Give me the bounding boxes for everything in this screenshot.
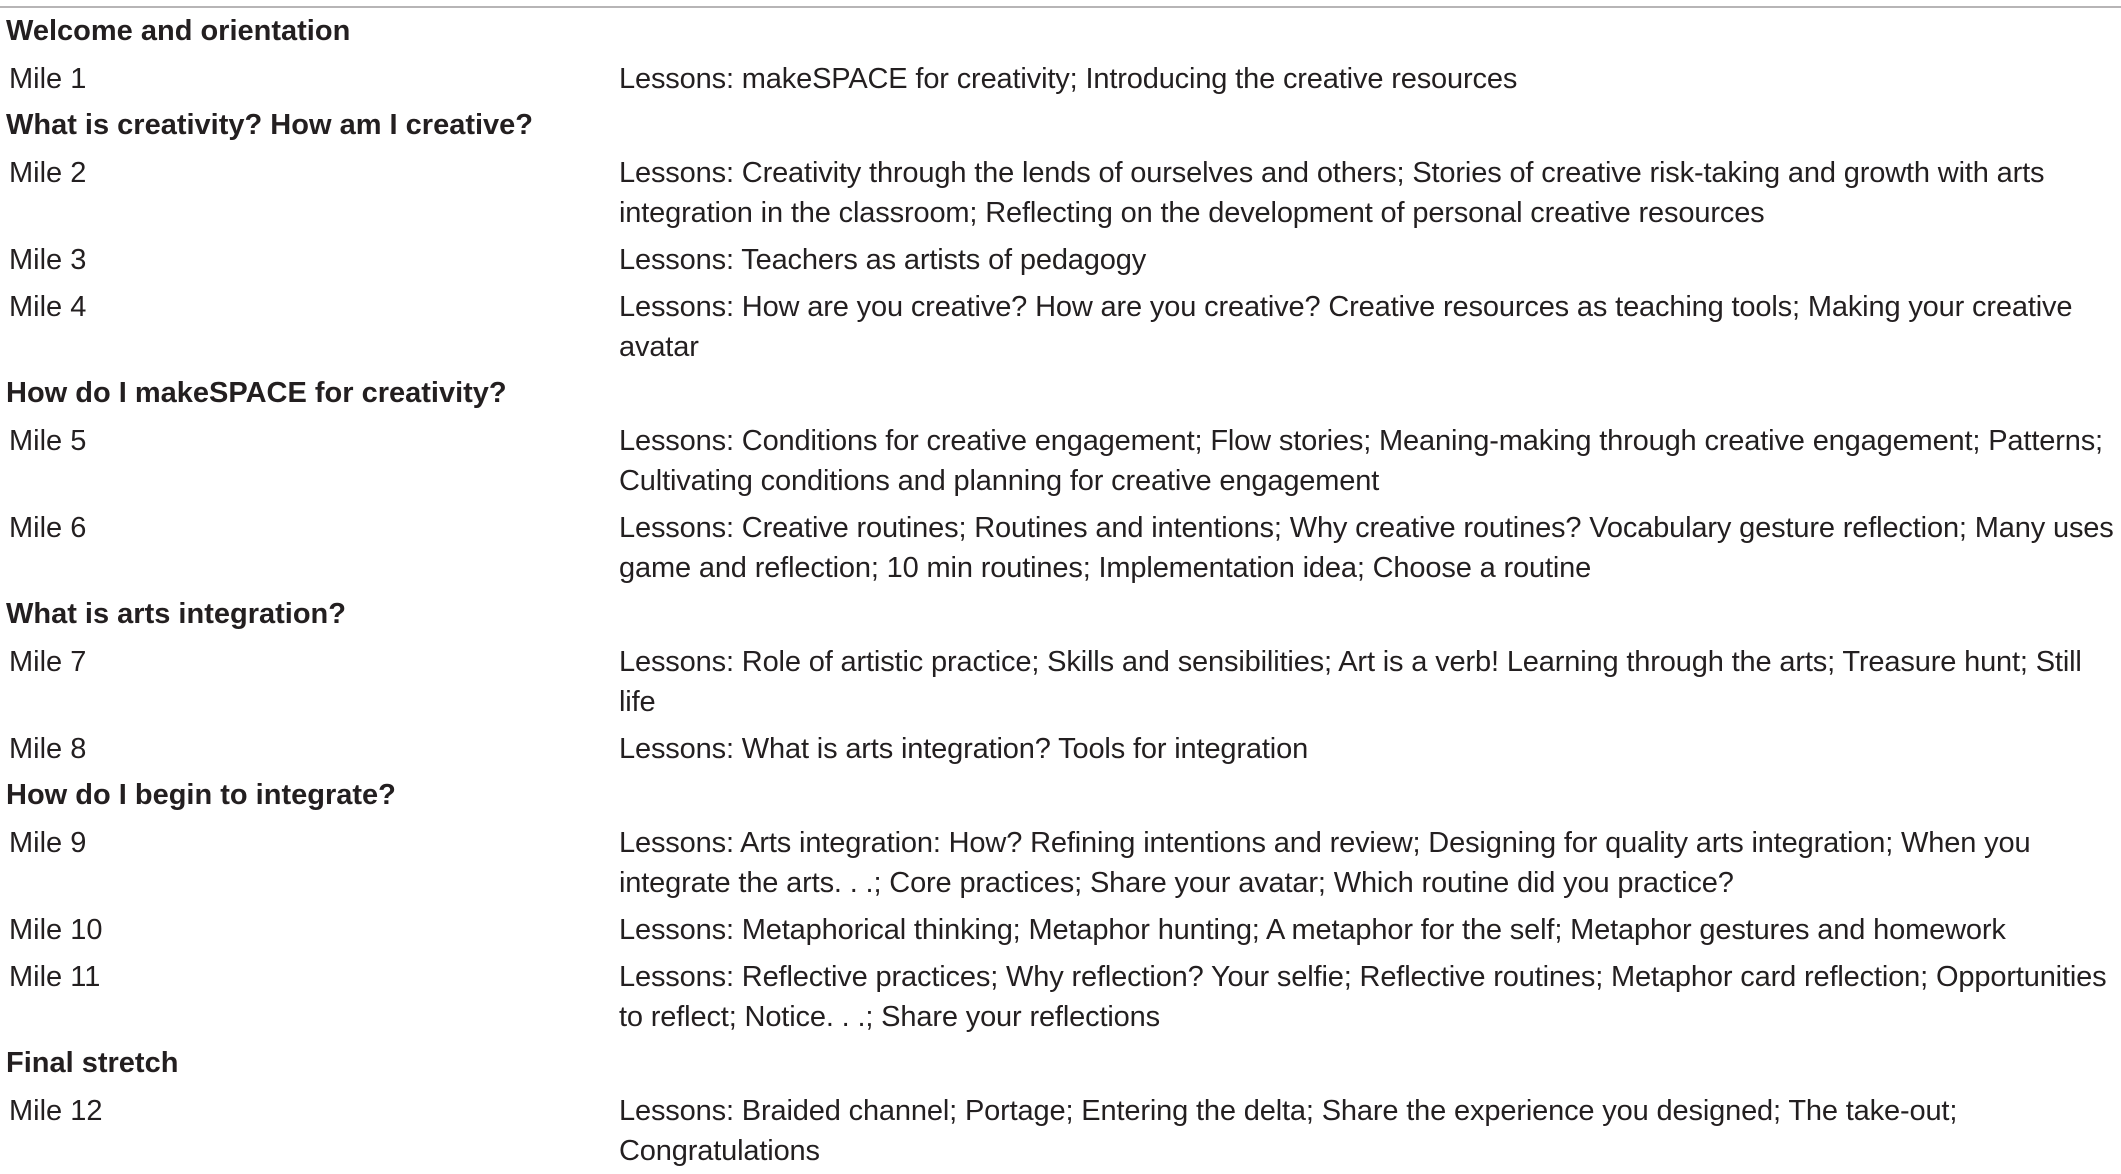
mile-label: Mile 4: [9, 291, 87, 323]
table-row-mile-12: [0, 1087, 2121, 1174]
section-heading-makespace: How do I makeSPACE for creativity?: [6, 377, 507, 409]
table-row-mile-8: [0, 725, 2121, 772]
mile-lessons: Lessons: Braided channel; Portage; Entering the delta; Share the experience you designed; The take-out; Congratulations: [619, 1095, 1958, 1167]
mile-lessons: Lessons: Reflective practices; Why reflection? Your selfie; Reflective routines; Metaphor card reflection; Opportunities to reflect; Notice. . .; Share your reflections: [619, 961, 2107, 1033]
table-row-mile-1: [0, 55, 2121, 102]
section-heading-begin-to-integrate: How do I begin to integrate?: [6, 779, 396, 811]
table-row-mile-4: [0, 283, 2121, 370]
table-row-mile-6: [0, 504, 2121, 591]
mile-label: Mile 1: [9, 63, 87, 95]
mile-lessons: Lessons: How are you creative? How are you creative? Creative resources as teaching tools; Making your creative avatar: [619, 291, 2073, 363]
mile-lessons: Lessons: Metaphorical thinking; Metaphor hunting; A metaphor for the self; Metaphor gestures and homework: [619, 914, 2006, 946]
table-row-mile-3: [0, 236, 2121, 283]
table-row-mile-7: [0, 638, 2121, 725]
curriculum-table: [0, 8, 2121, 1174]
mile-lessons: Lessons: Creative routines; Routines and intentions; Why creative routines? Vocabulary gesture reflection; Many uses game and reflection; 10 min routines; Implementation idea; Choose a routine: [619, 512, 2114, 584]
table-row-mile-9: [0, 819, 2121, 906]
mile-lessons: Lessons: Arts integration: How? Refining intentions and review; Designing for quality arts integration; When you integrate the arts. . .; Core practices; Share your avatar; Which routine did you practice?: [619, 827, 2031, 899]
mile-label: Mile 12: [9, 1095, 103, 1127]
table-row-mile-11: [0, 953, 2121, 1040]
mile-lessons: Lessons: Creativity through the lends of ourselves and others; Stories of creative risk-taking and growth with arts integration in the classroom; Reflecting on the development of personal creative resources: [619, 157, 2045, 229]
mile-lessons: Lessons: What is arts integration? Tools for integration: [619, 733, 1309, 765]
section-heading-final-stretch: Final stretch: [6, 1047, 179, 1079]
section-heading-arts-integration: What is arts integration?: [6, 598, 346, 630]
mile-label: Mile 9: [9, 827, 87, 859]
mile-lessons: Lessons: makeSPACE for creativity; Introducing the creative resources: [619, 63, 1518, 95]
table-row-mile-2: [0, 149, 2121, 236]
mile-label: Mile 7: [9, 646, 87, 678]
mile-label: Mile 2: [9, 157, 87, 189]
mile-lessons: Lessons: Role of artistic practice; Skills and sensibilities; Art is a verb! Learning through the arts; Treasure hunt; Still life: [619, 646, 2082, 718]
section-heading-what-is-creativity: What is creativity? How am I creative?: [6, 109, 534, 141]
mile-label: Mile 10: [9, 914, 103, 946]
table-row-mile-10: [0, 906, 2121, 953]
section-heading-welcome: Welcome and orientation: [6, 15, 351, 47]
table-row-mile-5: [0, 417, 2121, 504]
mile-label: Mile 5: [9, 425, 87, 457]
mile-label: Mile 6: [9, 512, 87, 544]
mile-label: Mile 11: [9, 961, 101, 993]
mile-lessons: Lessons: Teachers as artists of pedagogy: [619, 244, 1147, 276]
mile-label: Mile 3: [9, 244, 87, 276]
mile-lessons: Lessons: Conditions for creative engagement; Flow stories; Meaning-making through creative engagement; Patterns; Cultivating conditions and planning for creative engagement: [619, 425, 2103, 497]
mile-label: Mile 8: [9, 733, 87, 765]
